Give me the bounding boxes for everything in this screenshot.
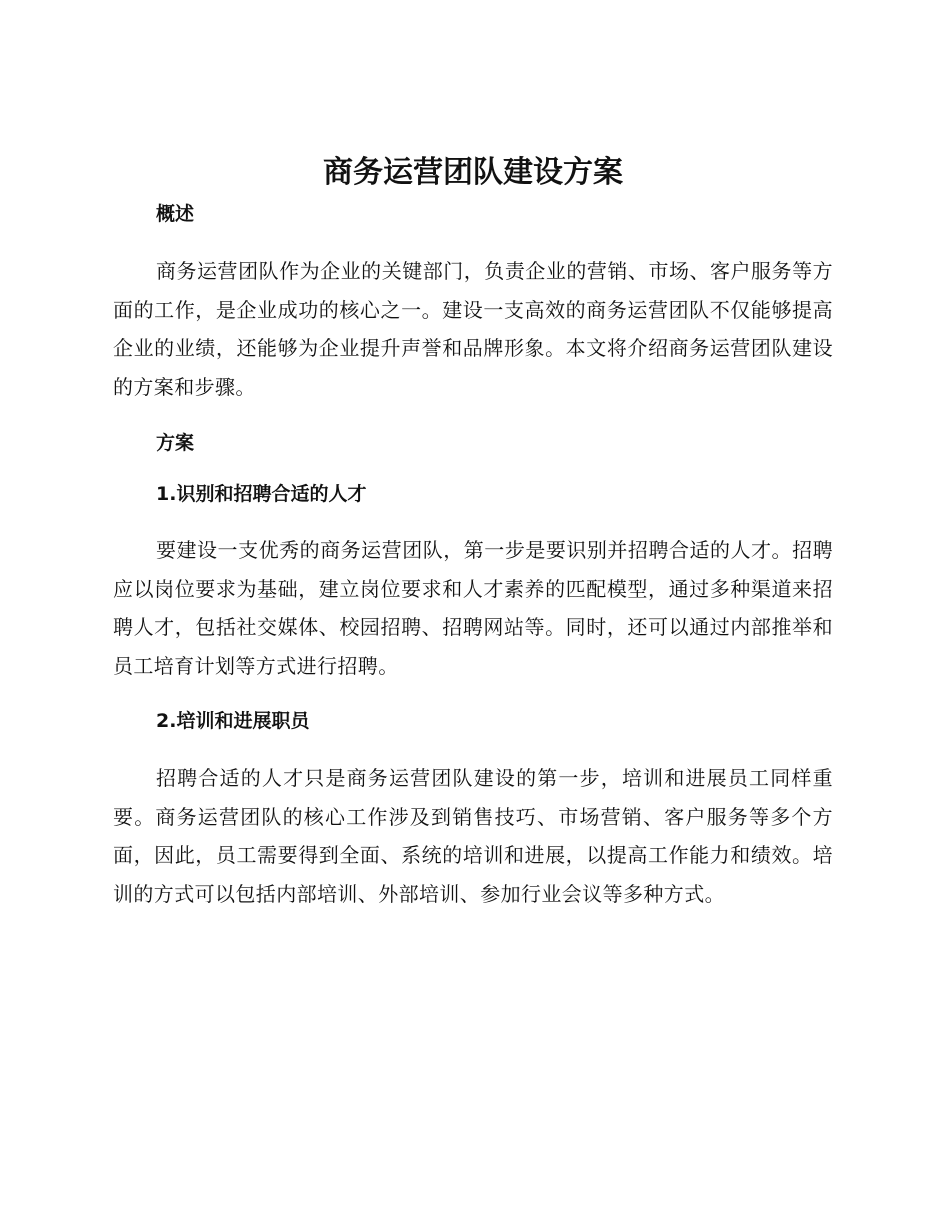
- document-title: 商务运营团队建设方案: [323, 155, 623, 190]
- section-1-heading: 1.识别和招聘合适的人才: [156, 483, 367, 505]
- section-1-paragraph: 要建设一支优秀的商务运营团队，第一步是要识别并招聘合适的人才。招聘应以岗位要求为基础，建立岗位要求和人才素养的匹配模型，通过多种渠道来招聘人才，包括社交媒体、校园招聘、招聘网站等。同时，还可以通过内部推举和员工培育计划等方式进行招聘。: [113, 538, 833, 678]
- document-body: [113, 150, 833, 913]
- overview-paragraph: 商务运营团队作为企业的关键部门，负责企业的营销、市场、客户服务等方面的工作，是企业成功的核心之一。建设一支高效的商务运营团队不仅能够提高企业的业绩，还能够为企业提升声誉和品牌形象。本文将介绍商务运营团队建设的方案和步骤。: [113, 259, 833, 399]
- overview-heading: 概述: [156, 203, 195, 225]
- section-2-heading: 2.培训和进展职员: [156, 710, 310, 732]
- section-2-paragraph: 招聘合适的人才只是商务运营团队建设的第一步，培训和进展员工同样重要。商务运营团队的核心工作涉及到销售技巧、市场营销、客户服务等多个方面，因此，员工需要得到全面、系统的培训和进展，以提高工作能力和绩效。培训的方式可以包括内部培训、外部培训、参加行业会议等多种方式。: [113, 766, 833, 906]
- plan-heading: 方案: [156, 432, 195, 454]
